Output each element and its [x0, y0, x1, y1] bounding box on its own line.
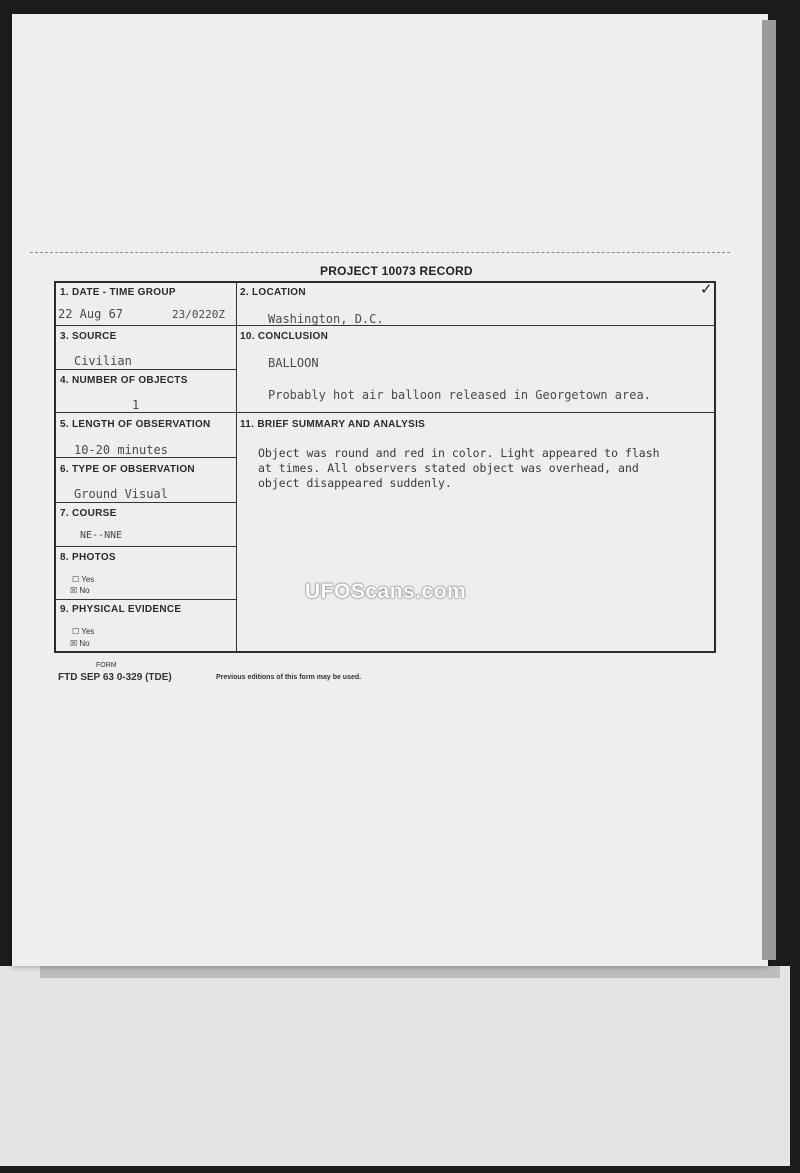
- row-divider-left-5: [56, 502, 236, 503]
- number-of-objects-value: 1: [132, 398, 140, 412]
- watermark: UFOScans.com: [305, 580, 467, 603]
- physical-evidence-label: 9. PHYSICAL EVIDENCE: [60, 604, 182, 615]
- evidence-no-option: [70, 639, 90, 648]
- photos-yes-option: [72, 575, 94, 584]
- photos-no-option: [70, 586, 90, 595]
- check-mark-icon: ✓: [700, 281, 713, 298]
- summary-text: Object was round and red in color. Light appeared to flash at times. All observers stated object was overhead, and object disappeared suddenly.: [258, 446, 660, 490]
- photos-no-label: No: [79, 586, 90, 595]
- time-value: 23/0220Z: [172, 308, 225, 321]
- evidence-no-checkbox-icon: ☒: [70, 639, 78, 648]
- dashed-divider: [30, 252, 730, 253]
- footer-form-word: FORM: [96, 662, 117, 669]
- footer-form-id: FTD SEP 63 0-329 (TDE): [58, 672, 172, 683]
- row-divider-left-7: [56, 599, 236, 600]
- source-label: 3. SOURCE: [60, 331, 117, 342]
- photos-yes-label: Yes: [81, 575, 95, 584]
- row-divider-left-4: [56, 457, 236, 458]
- evidence-yes-option: [72, 627, 94, 636]
- conclusion-detail: Probably hot air balloon released in Georgetown area.: [268, 388, 651, 402]
- length-of-observation-label: 5. LENGTH OF OBSERVATION: [60, 419, 211, 430]
- evidence-yes-label: Yes: [81, 627, 95, 636]
- conclusion-value: BALLOON: [268, 356, 319, 370]
- photos-no-checkbox-icon: ☒: [70, 586, 78, 595]
- photos-yes-checkbox-icon: ☐: [72, 575, 80, 584]
- length-of-observation-value: 10-20 minutes: [74, 443, 168, 457]
- column-divider: [236, 283, 237, 651]
- record-title: PROJECT 10073 RECORD: [320, 264, 473, 278]
- type-of-observation-value: Ground Visual: [74, 487, 168, 501]
- number-of-objects-label: 4. NUMBER OF OBJECTS: [60, 375, 188, 386]
- date-value: 22 Aug 67: [58, 307, 124, 321]
- paper-edge: [762, 20, 776, 960]
- lower-scan-stripe: [40, 966, 780, 978]
- row-divider-left-3: [56, 412, 236, 413]
- footer-note: Previous editions of this form may be used.: [216, 674, 362, 681]
- course-label: 7. COURSE: [60, 508, 117, 519]
- photos-label: 8. PHOTOS: [60, 552, 116, 563]
- row-divider-left-2: [56, 369, 236, 370]
- date-time-label: 1. DATE - TIME GROUP: [60, 287, 176, 298]
- lower-scan-area: [0, 966, 790, 1166]
- evidence-yes-checkbox-icon: ☐: [72, 627, 80, 636]
- row-divider-left-1: [56, 325, 236, 326]
- evidence-no-label: No: [79, 639, 90, 648]
- summary-label: 11. BRIEF SUMMARY AND ANALYSIS: [240, 419, 426, 430]
- conclusion-label: 10. CONCLUSION: [240, 331, 329, 342]
- row-divider-left-6: [56, 546, 236, 547]
- type-of-observation-label: 6. TYPE OF OBSERVATION: [60, 464, 195, 475]
- location-value: Washington, D.C.: [268, 312, 384, 326]
- source-value: Civilian: [74, 354, 132, 368]
- course-value: NE--NNE: [80, 530, 123, 541]
- row-divider-right-2: [236, 412, 714, 413]
- location-label: 2. LOCATION: [240, 287, 306, 298]
